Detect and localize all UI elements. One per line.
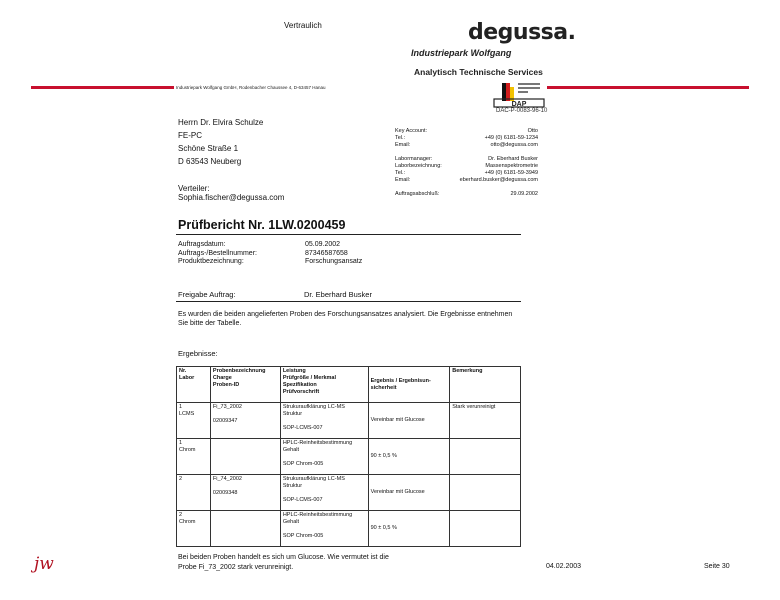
meta-row (178, 258, 362, 267)
recipient-line: FE-PC (178, 131, 202, 140)
meta-label: Produktbezeichnung: (178, 258, 244, 265)
results-label: Ergebnisse: (178, 349, 218, 358)
results-table (176, 366, 521, 547)
conclusion-line: Bei beiden Proben handelt es sich um Glucose. Wie vermutet ist die (178, 554, 389, 561)
meta-label: Auftragsdatum: (178, 241, 226, 248)
contact-label: Laborbezeichnung: (395, 163, 442, 169)
release-value: Dr. Eberhard Busker (304, 290, 372, 299)
table-row: 2 Fi_74_2002 02009348 Strukuraufklärung LC-MS Struktur SOP-LCMS-007 Vereinbar mit Glucose (177, 475, 521, 511)
contact-label: Tel.: (395, 135, 406, 141)
sender-line: Industriepark Wolfgang GmbH, Rodenbacher Chaussee 4, D-63457 Hanau (176, 85, 326, 90)
contact-value: +49 (0) 6181-59-1234 (484, 135, 538, 141)
contact-value: Otto (527, 128, 538, 134)
contact-label: Email: (395, 142, 411, 148)
footer-date: 04.02.2003 (546, 563, 582, 570)
header-bemerkung: Bemerkung (450, 367, 521, 403)
distribution-label: Verteiler: (178, 184, 210, 193)
page-number: Seite 30 (704, 563, 730, 570)
recipient-address (178, 116, 263, 168)
department-label: Analytisch Technische Services (414, 67, 543, 77)
contact-block (395, 128, 538, 198)
contact-label: Labormanager: (395, 156, 433, 162)
contact-row (395, 128, 538, 135)
release-label: Freigabe Auftrag: (178, 290, 236, 299)
recipient-line: Herrn Dr. Elvira Schulze (178, 118, 264, 127)
accreditation-logo-icon (492, 81, 546, 109)
distribution-block (178, 184, 284, 202)
table-row: 1 LCMS Fi_73_2002 02009347 Strukuraufklärung LC-MS Struktur SOP-LCMS-007 Vereinbar mit Glucose Stark verunreinigt (177, 403, 521, 439)
recipient-line: Schöne Straße 1 (178, 144, 239, 153)
contact-row (395, 191, 538, 198)
red-rule-left (31, 86, 174, 89)
recipient-line: D 63543 Neuberg (178, 157, 242, 166)
header-ergebnis: Ergebnis / Ergebnisun- sicherheit (368, 367, 450, 403)
contact-row (395, 135, 538, 142)
report-title: Prüfbericht Nr. 1LW.0200459 (178, 218, 346, 232)
initials-logo: jw (34, 554, 54, 574)
header-leistung: Leistung Prüfgröße / Merkmal Spezifikation Prüfvorschrift (280, 367, 368, 403)
svg-text:DAP: DAP (511, 101, 527, 108)
contact-row (395, 142, 538, 149)
contact-value: otto@degussa.com (490, 142, 538, 148)
header-nr: Nr. Labor (177, 367, 211, 403)
contact-value: +49 (0) 6181-59-3949 (484, 170, 538, 176)
contact-row (395, 163, 538, 170)
conclusion-text (178, 553, 389, 573)
meta-value: 87346587658 (305, 249, 348, 257)
contact-label: Key Account: (395, 128, 428, 134)
contact-value: 29.09.2002 (510, 191, 538, 197)
report-meta (178, 241, 362, 267)
contact-label: Auftragsabschluß: (395, 191, 440, 197)
contact-row (395, 177, 538, 184)
intro-text: Es wurden die beiden angelieferten Proben des Forschungsansatzes analysiert. Die Ergebnisse entnehmen Sie bitte der Tabelle. (178, 311, 513, 327)
contact-row (395, 156, 538, 163)
release-rule (176, 301, 521, 302)
release-row (178, 290, 372, 299)
meta-value: Forschungsansatz (305, 258, 363, 265)
meta-value: 05.09.2002 (305, 241, 341, 248)
meta-row (178, 250, 362, 259)
contact-label: Email: (395, 177, 411, 183)
conclusion-line: Probe Fi_73_2002 stark verunreinigt. (178, 564, 294, 571)
accreditation-code: DAC-P-0083-96-10 (496, 108, 548, 114)
contact-label: Tel.: (395, 170, 406, 176)
table-row: 2 Chrom HPLC-Reinheitsbestimmung Gehalt SOP Chrom-005 90 ± 0,5 % (177, 511, 521, 547)
title-rule (176, 234, 521, 235)
table-header-row (177, 367, 521, 403)
degussa-logo: degussa. (468, 20, 576, 45)
meta-row (178, 241, 362, 250)
contact-value: Dr. Eberhard Busker (488, 156, 538, 162)
contact-row (395, 170, 538, 177)
contact-value: Massenspektrometrie (485, 163, 538, 169)
red-rule-right (547, 86, 749, 89)
confidential-label: Vertraulich (284, 21, 322, 30)
distribution-email: Sophia.fischer@degussa.com (178, 193, 285, 202)
contact-value: eberhard.busker@degussa.com (459, 177, 538, 183)
table-row: 1 Chrom HPLC-Reinheitsbestimmung Gehalt SOP Chrom-005 90 ± 0,5 % (177, 439, 521, 475)
meta-label: Auftrags-/Bestellnummer: (178, 249, 257, 257)
header-probe: Probenbezeichnung Charge Proben-ID (210, 367, 280, 403)
industriepark-label: Industriepark Wolfgang (411, 48, 512, 58)
